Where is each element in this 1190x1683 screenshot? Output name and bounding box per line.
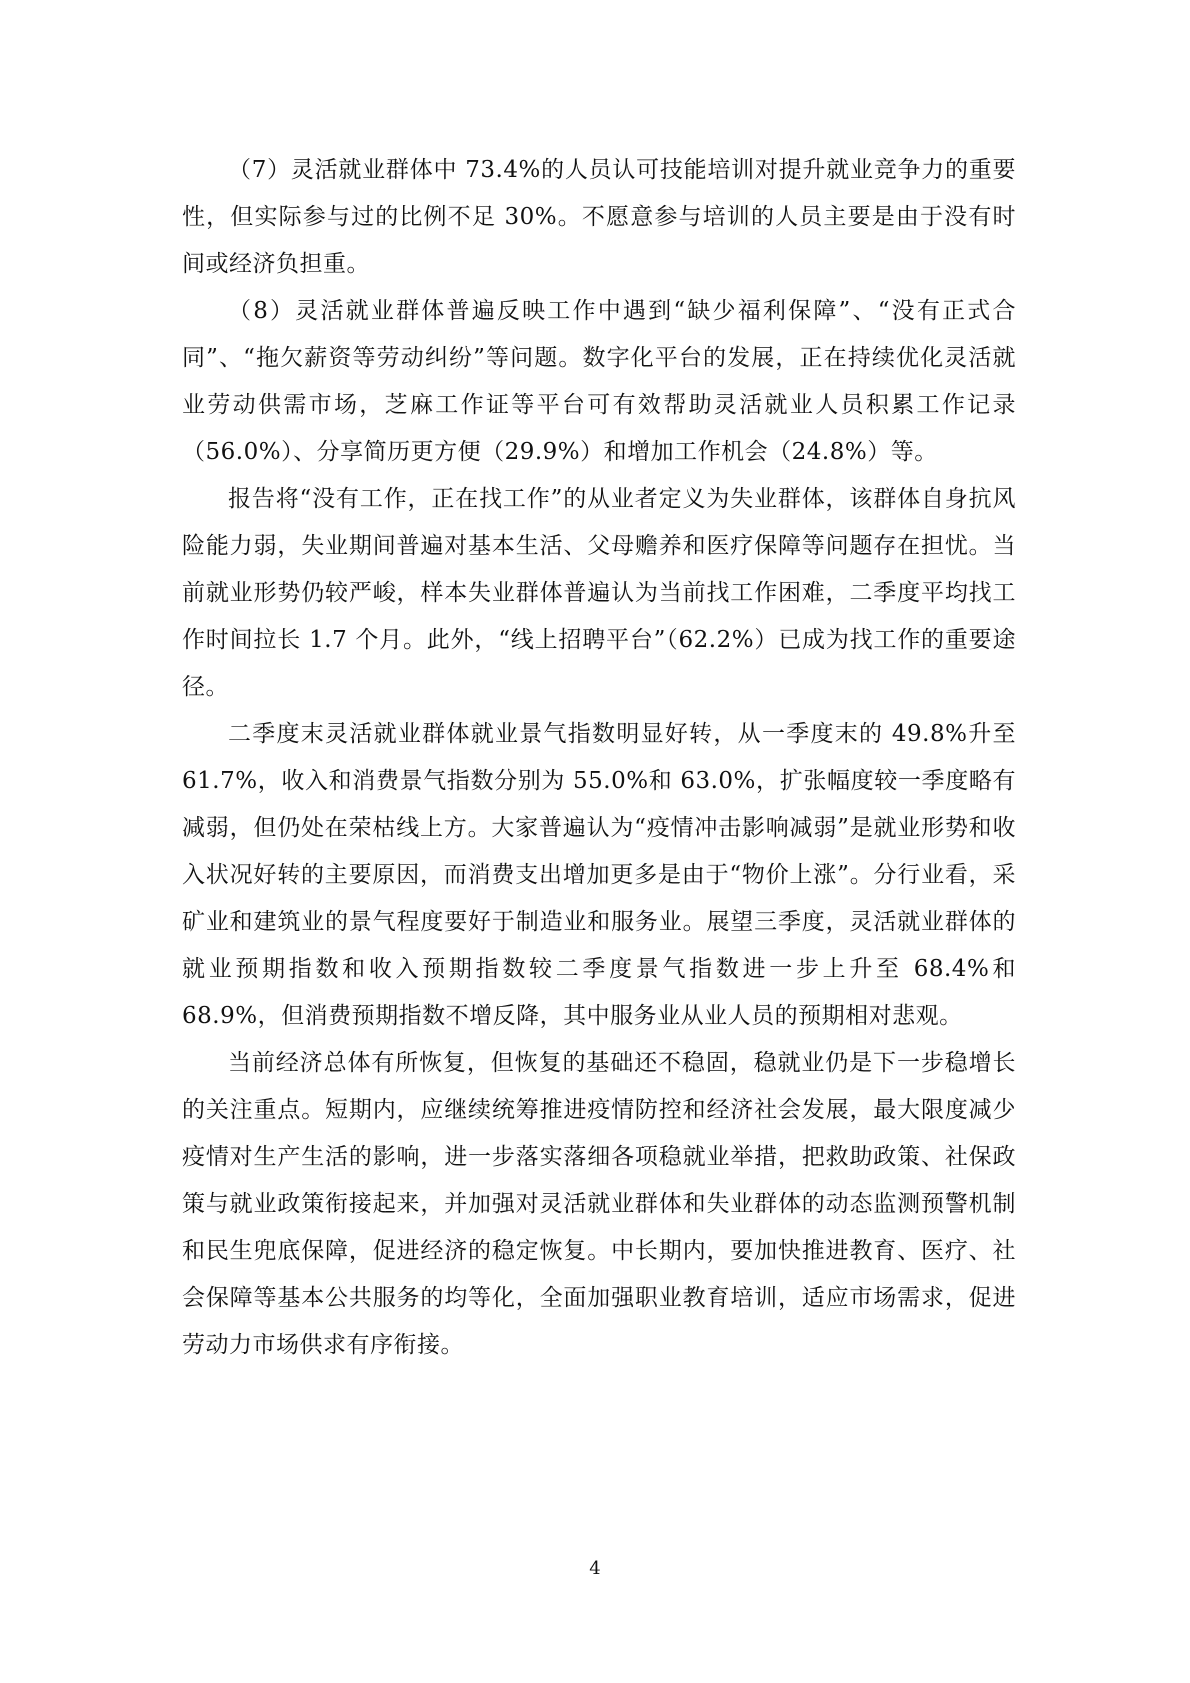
paragraph-policy-recommendations: 当前经济总体有所恢复，但恢复的基础还不稳固，稳就业仍是下一步稳增长的关注重点。短期内，应继续统筹推进疫情防控和经济社会发展，最大限度减少疫情对生产生活的影响，进一步落实落细各项稳就业举措，把救助政策、社保政策与就业政策衔接起来，并加强对灵活就业群体和失业群体的动态监测预警机制和民生兜底保障，促进经济的稳定恢复。中长期内，要加快推进教育、医疗、社会保障等基本公共服务的均等化，全面加强职业教育培训，适应市场需求，促进劳动力市场供求有序衔接。	[182, 1050, 1016, 1358]
paragraph-work-problems: （8）灵活就业群体普遍反映工作中遇到“缺少福利保障”、“没有正式合同”、“拖欠薪资等劳动纠纷”等问题。数字化平台的发展，正在持续优化灵活就业劳动供需市场，芝麻工作证等平台可有效帮助灵活就业人员积累工作记录（56.0%）、分享简历更方便（29.9%）和增加工作机会（24.8%）等。	[182, 298, 1016, 465]
paragraph-unemployed-group: 报告将“没有工作，正在找工作”的从业者定义为失业群体，该群体自身抗风险能力弱，失业期间普遍对基本生活、父母赡养和医疗保障等问题存在担忧。当前就业形势仍较严峻，样本失业群体普遍认为当前找工作困难，二季度平均找工作时间拉长 1.7 个月。此外，“线上招聘平台”（62.2%）已成为找工作的重要途径。	[182, 486, 1016, 700]
paragraph-skills-training: （7）灵活就业群体中 73.4%的人员认可技能培训对提升就业竞争力的重要性，但实际参与过的比例不足 30%。不愿意参与培训的人员主要是由于没有时间或经济负担重。	[182, 157, 1016, 277]
document-body	[182, 147, 1016, 1369]
paragraph-employment-index: 二季度末灵活就业群体就业景气指数明显好转，从一季度末的 49.8%升至 61.7%，收入和消费景气指数分别为 55.0%和 63.0%，扩张幅度较一季度略有减弱，但仍处在荣枯线上方。大家普遍认为“疫情冲击影响减弱”是就业形势和收入状况好转的主要原因，而消费支出增加更多是由于“物价上涨”。分行业看，采矿业和建筑业的景气程度要好于制造业和服务业。展望三季度，灵活就业群体的就业预期指数和收入预期指数较二季度景气指数进一步上升至 68.4%和 68.9%，但消费预期指数不增反降，其中服务业从业人员的预期相对悲观。	[182, 721, 1016, 1029]
page-number: 4	[589, 1558, 601, 1579]
